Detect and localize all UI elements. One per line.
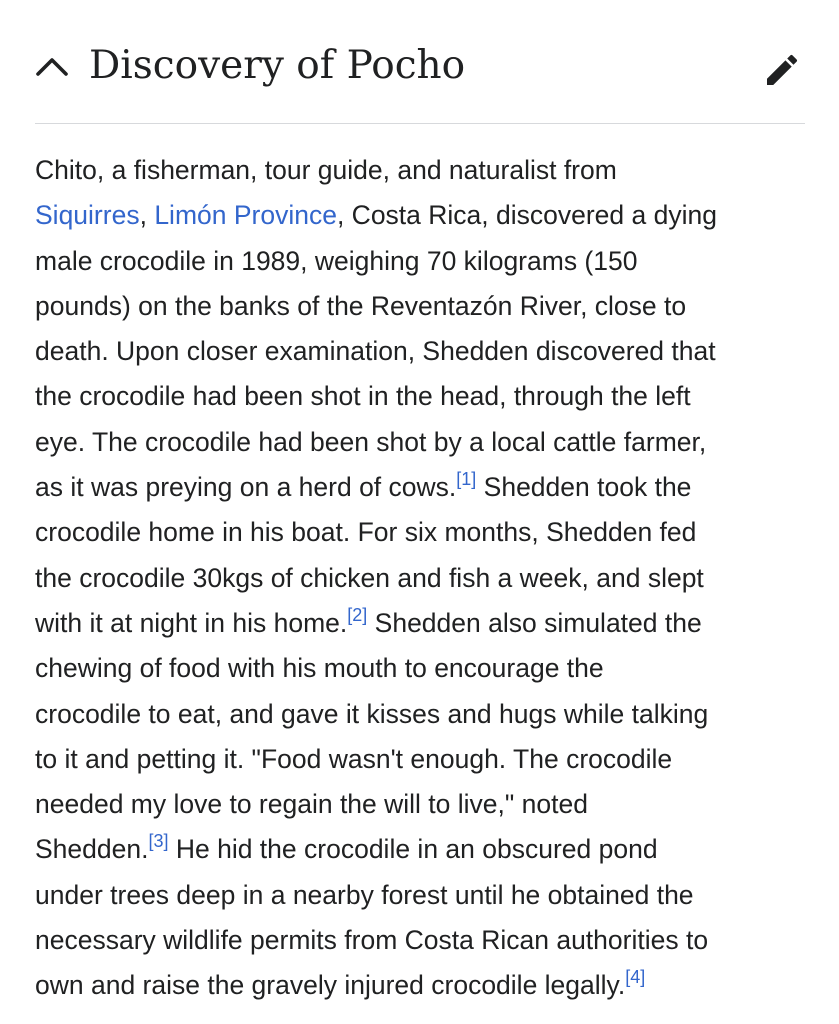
text-line: the crocodile 30kgs of chicken and fish a week, and slept <box>35 562 704 593</box>
citation-link[interactable]: [4] <box>625 967 646 988</box>
text-line: Chito, a fisherman, tour guide, and naturalist from <box>35 155 617 185</box>
link-siquirres[interactable]: Siquirres <box>35 200 140 231</box>
citation-3[interactable] <box>148 831 168 851</box>
citation-link[interactable]: [1] <box>456 469 477 490</box>
text-line <box>35 601 815 646</box>
article-paragraph <box>35 148 815 1009</box>
text-fragment: as it was preying on a herd of cows. <box>35 472 457 503</box>
text-fragment: own and raise the gravely injured crocodile legally. <box>35 970 626 1001</box>
link-limon-province[interactable]: Limón Province <box>154 200 337 231</box>
citation-2[interactable] <box>347 605 367 625</box>
section-header <box>0 0 839 124</box>
text-fragment: Shedden took the <box>476 472 692 503</box>
text-line: crocodile home in his boat. For six months, Shedden fed <box>35 517 697 548</box>
section-title: Discovery of Pocho <box>89 43 466 88</box>
citation-1[interactable] <box>456 469 476 489</box>
text-line <box>35 465 815 510</box>
text-line <box>35 963 815 1008</box>
text-fragment: Shedden. <box>35 834 149 865</box>
citation-4[interactable] <box>625 967 645 987</box>
text-line <box>35 193 815 238</box>
text-line <box>35 827 815 872</box>
text-line: male crocodile in 1989, weighing 70 kilograms (150 <box>35 245 638 276</box>
text-line: death. Upon closer examination, Shedden discovered that <box>35 336 716 367</box>
text-fragment: , Costa Rica, discovered a dying <box>336 200 717 231</box>
text-line: crocodile to eat, and gave it kisses and hugs while talking <box>35 698 709 729</box>
section-divider <box>35 123 805 124</box>
text-line: under trees deep in a nearby forest until he obtained the <box>35 879 694 910</box>
text-fragment: with it at night in his home. <box>35 607 348 638</box>
text-fragment: , <box>139 200 155 231</box>
citation-link[interactable]: [2] <box>347 604 368 625</box>
text-fragment: He hid the crocodile in an obscured pond <box>168 834 658 865</box>
text-line: to it and petting it. "Food wasn't enough. The crocodile <box>35 743 673 774</box>
pencil-icon[interactable] <box>762 50 802 90</box>
text-line: needed my love to regain the will to live," noted <box>35 789 588 820</box>
text-line: eye. The crocodile had been shot by a local cattle farmer, <box>35 426 707 457</box>
chevron-up-icon[interactable] <box>34 50 70 80</box>
citation-link[interactable]: [3] <box>148 831 169 852</box>
text-line: the crocodile had been shot in the head, through the left <box>35 381 691 412</box>
text-line: necessary wildlife permits from Costa Rican authorities to <box>35 925 709 956</box>
text-fragment: Shedden also simulated the <box>367 607 702 638</box>
text-line: chewing of food with his mouth to encourage the <box>35 653 604 684</box>
text-line: pounds) on the banks of the Reventazón River, close to <box>35 290 687 321</box>
